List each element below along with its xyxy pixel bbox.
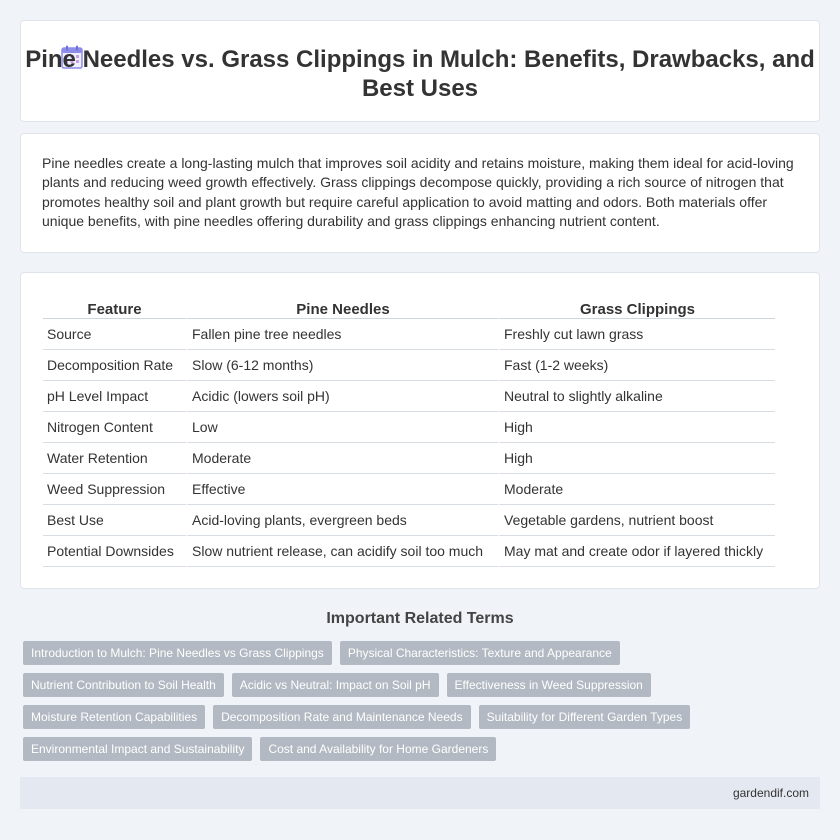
table-cell: Source bbox=[43, 319, 186, 350]
related-term-tag[interactable]: Introduction to Mulch: Pine Needles vs Grass Clippings bbox=[23, 641, 332, 665]
related-terms-list bbox=[23, 641, 813, 761]
footer bbox=[20, 777, 820, 809]
table-cell: High bbox=[498, 443, 775, 474]
table-cell: Freshly cut lawn grass bbox=[498, 319, 775, 350]
related-term-tag[interactable]: Moisture Retention Capabilities bbox=[23, 705, 205, 729]
table-cell: Slow nutrient release, can acidify soil too much bbox=[186, 536, 498, 567]
table-cell: Slow (6-12 months) bbox=[186, 350, 498, 381]
comparison-card bbox=[20, 272, 820, 589]
table-cell: Moderate bbox=[498, 474, 775, 505]
header-card bbox=[20, 20, 820, 122]
related-term-tag[interactable]: Cost and Availability for Home Gardeners bbox=[260, 737, 496, 761]
footer-site-link[interactable]: gardendif.com bbox=[732, 786, 809, 800]
table-cell: Nitrogen Content bbox=[43, 412, 186, 443]
summary-card bbox=[20, 133, 820, 253]
table-row bbox=[43, 474, 775, 505]
comparison-table bbox=[43, 297, 775, 567]
table-row bbox=[43, 505, 775, 536]
table-cell: Acidic (lowers soil pH) bbox=[186, 381, 498, 412]
table-cell: Acid-loving plants, evergreen beds bbox=[186, 505, 498, 536]
table-cell: Moderate bbox=[186, 443, 498, 474]
related-term-tag[interactable]: Effectiveness in Weed Suppression bbox=[447, 673, 651, 697]
table-row bbox=[43, 381, 775, 412]
header-pine-needles: Pine Needles bbox=[186, 297, 498, 319]
related-term-tag[interactable]: Decomposition Rate and Maintenance Needs bbox=[213, 705, 470, 729]
table-cell: Low bbox=[186, 412, 498, 443]
related-terms-title: Important Related Terms bbox=[326, 610, 514, 627]
table-row bbox=[43, 536, 775, 567]
table-cell: Weed Suppression bbox=[43, 474, 186, 505]
table-cell: Decomposition Rate bbox=[43, 350, 186, 381]
summary-text: Pine needles create a long-lasting mulch that improves soil acidity and retains moisture, making them ideal for acid-loving plants and reducing weed growth effectively. Grass clippings decompose quickly, providing a rich source of nitrogen that promotes healthy soil and plant growth but require careful application to avoid matting and odors. Both materials offer unique benefits, with pine needles offering durability and grass clippings enhancing nutrient content. bbox=[42, 155, 794, 229]
table-row bbox=[43, 443, 775, 474]
table-cell: Effective bbox=[186, 474, 498, 505]
table-cell: Best Use bbox=[43, 505, 186, 536]
related-term-tag[interactable]: Suitability for Different Garden Types bbox=[479, 705, 691, 729]
table-cell: May mat and create odor if layered thickly bbox=[498, 536, 775, 567]
related-term-tag[interactable]: Environmental Impact and Sustainability bbox=[23, 737, 252, 761]
table-cell: Potential Downsides bbox=[43, 536, 186, 567]
header-grass-clippings: Grass Clippings bbox=[498, 297, 775, 319]
related-term-tag[interactable]: Nutrient Contribution to Soil Health bbox=[23, 673, 224, 697]
table-cell: pH Level Impact bbox=[43, 381, 186, 412]
table-cell: Fast (1-2 weeks) bbox=[498, 350, 775, 381]
table-cell: Fallen pine tree needles bbox=[186, 319, 498, 350]
table-header-row bbox=[43, 297, 775, 319]
table-row bbox=[43, 319, 775, 350]
table-cell: Neutral to slightly alkaline bbox=[498, 381, 775, 412]
table-cell: High bbox=[498, 412, 775, 443]
table-row bbox=[43, 350, 775, 381]
table-row bbox=[43, 412, 775, 443]
page-title: Pine Needles vs. Grass Clippings in Mulch: Benefits, Drawbacks, and Best Uses bbox=[25, 46, 815, 102]
header-feature: Feature bbox=[43, 297, 186, 319]
related-term-tag[interactable]: Acidic vs Neutral: Impact on Soil pH bbox=[232, 673, 439, 697]
related-term-tag[interactable]: Physical Characteristics: Texture and Appearance bbox=[340, 641, 620, 665]
table-cell: Water Retention bbox=[43, 443, 186, 474]
table-cell: Vegetable gardens, nutrient boost bbox=[498, 505, 775, 536]
